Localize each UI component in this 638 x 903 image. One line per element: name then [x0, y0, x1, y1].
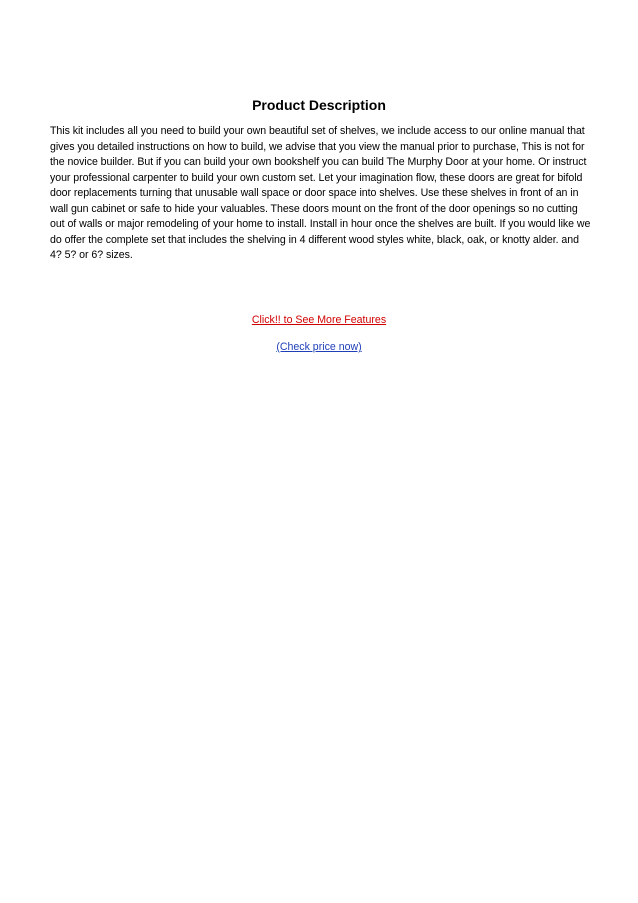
link-group	[0, 313, 638, 354]
features-link-row	[0, 313, 638, 327]
check-price-link[interactable]: (Check price now)	[276, 341, 362, 353]
product-description-paragraph: This kit includes all you need to build your own beautiful set of shelves, we include access to our online manual that gives you detailed instructions on how to build, we advise that you view the manual prior to purchase, This is not for the novice builder. But if you can build your own bookshelf you can build The Murphy Door at your home. Or instruct your professional carpenter to build your own custom set. Let your imagination flow, these doors are great for bifold door replacements turning that unusable wall space or door space into shelves. Use these shelves in front of an in wall gun cabinet or safe to hide your valuables. These doors mount on the front of the door openings so no cutting out of walls or major remodeling of your home to install. Install in hour once the shelves are built. If you would like we do offer the complete set that includes the shelving in 4 different wood styles white, black, oak, or knotty alder. and 4? 5? or 6? sizes.	[50, 125, 591, 261]
see-more-features-link[interactable]: Click!! to See More Features	[251, 314, 387, 326]
page-title: Product Description	[252, 97, 386, 113]
price-link-row	[0, 340, 638, 354]
